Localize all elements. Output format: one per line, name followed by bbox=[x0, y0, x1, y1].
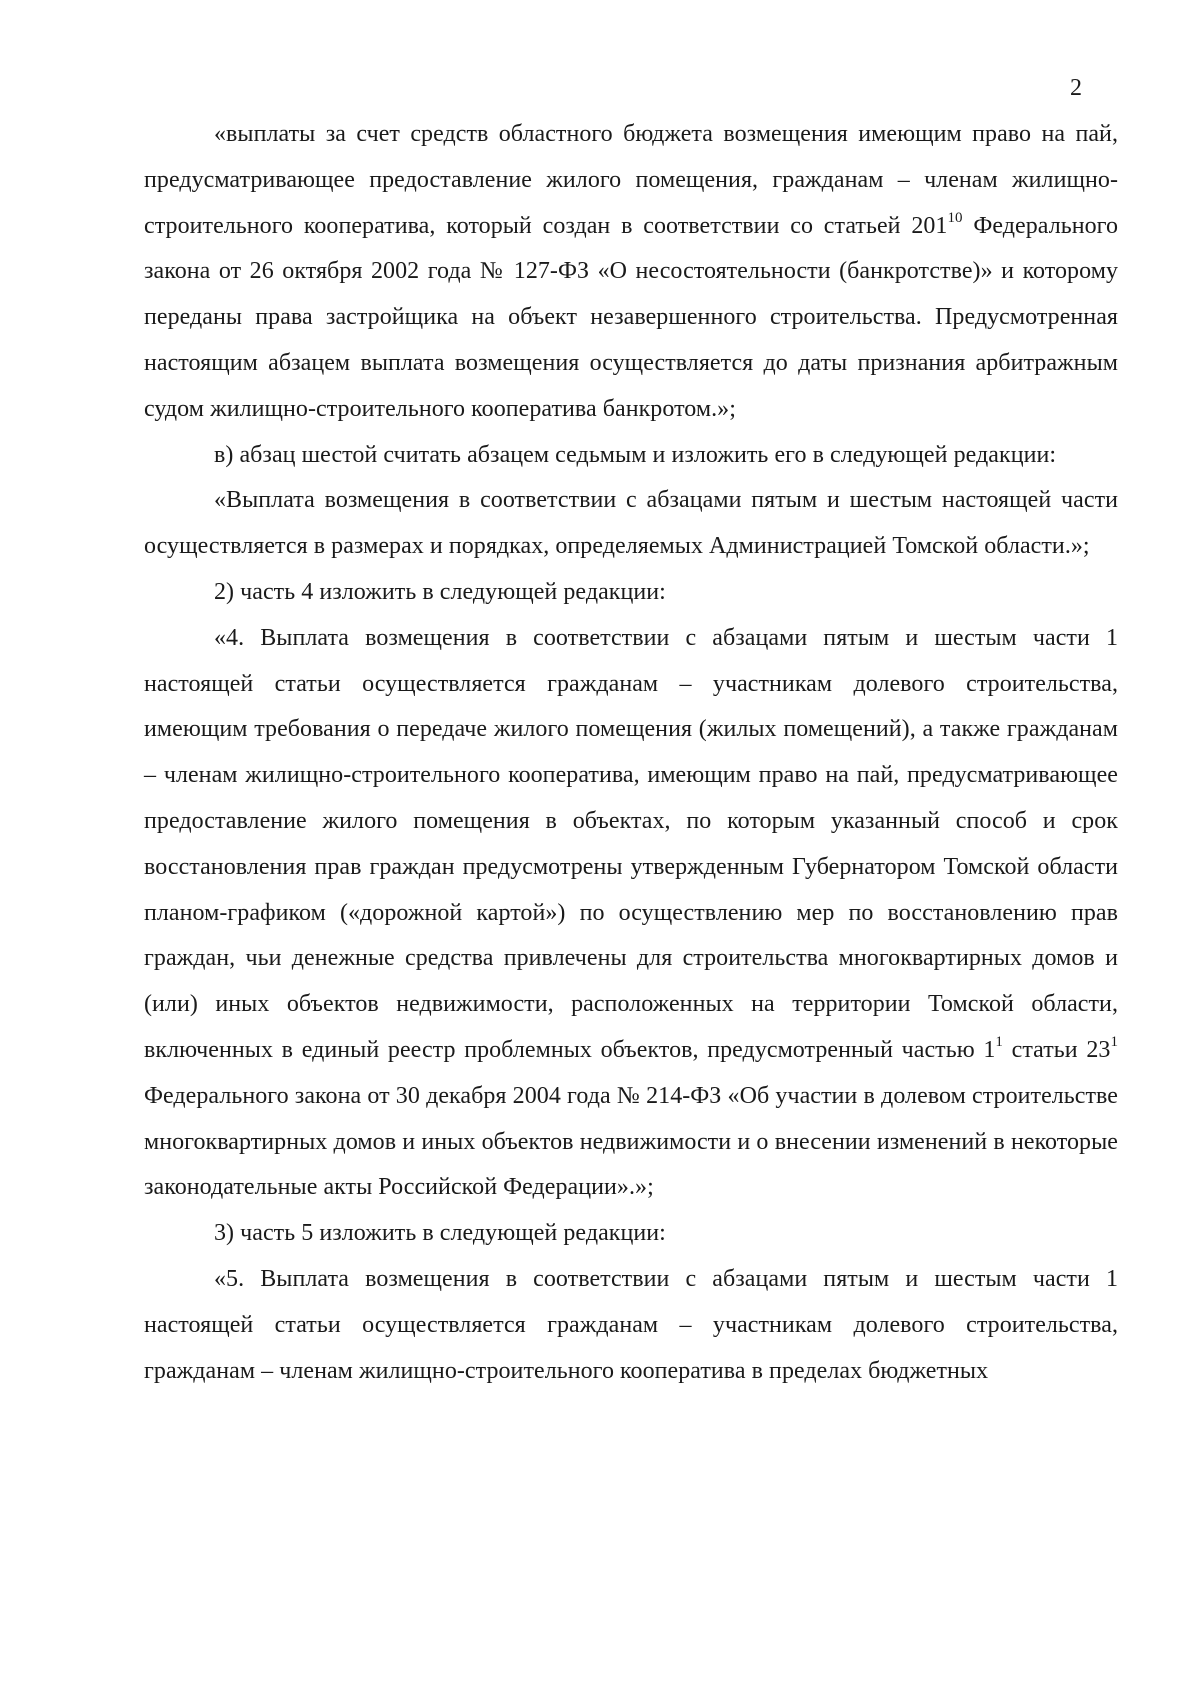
superscript: 1 bbox=[995, 1033, 1003, 1050]
paragraph-5-text-c: Федерального закона от 30 декабря 2004 года № 214-ФЗ «Об участии в долевом строительстве многоквартирных домов и иных объектов недвижимости и о внесении изменений в некоторые законодательные акты Российской Федерации».»; bbox=[144, 1082, 1118, 1201]
paragraph-1-text-b: Федерального закона от 26 октября 2002 года № 127-ФЗ «О несостоятельности (банкротстве)» и которому переданы права застройщика на объект незавершенного строительства. Предусмотренная настоящим абзацем выплата возмещения осуществляется до даты признания арбитражным судом жилищно-строительного кооператива банкротом.»; bbox=[144, 212, 1119, 422]
paragraph-4: 2) часть 4 изложить в следующей редакции: bbox=[214, 578, 666, 605]
paragraph-1-text-a: «выплаты за счет средств областного бюджета возмещения имеющим право на пай, предусматривающее предоставление жилого помещения, гражданам – членам жилищно-строительного кооператива, который создан в соответствии со статьей 201 bbox=[144, 121, 1118, 239]
paragraph-5 bbox=[144, 616, 1118, 1211]
paragraph-3: «Выплата возмещения в соответствии с абзацами пятым и шестым настоящей части осуществляется в размерах и порядках, определяемых Администрацией Томской области.»; bbox=[144, 487, 1118, 560]
paragraph-1 bbox=[144, 112, 1118, 433]
document-body bbox=[144, 112, 1118, 1394]
page-number: 2 bbox=[1070, 75, 1082, 101]
paragraph-2: в) абзац шестой считать абзацем седьмым и изложить его в следующей редакции: bbox=[214, 441, 1057, 468]
superscript: 10 bbox=[947, 209, 963, 226]
superscript: 1 bbox=[1110, 1033, 1118, 1050]
paragraph-5-text-b: статьи 23 bbox=[1002, 1036, 1111, 1063]
paragraph-7: «5. Выплата возмещения в соответствии с абзацами пятым и шестым части 1 настоящей статьи осуществляется гражданам – участникам долевого строительства, гражданам – членам жилищно-строительного кооператива в пределах бюджетных bbox=[144, 1265, 1118, 1384]
paragraph-5-text-a: «4. Выплата возмещения в соответствии с абзацами пятым и шестым части 1 настоящей статьи осуществляется гражданам – участникам долевого строительства, имеющим требования о передаче жилого помещения (жилых помещений), а также гражданам – членам жилищно-строительного кооператива, имеющим право на пай, предусматривающее предоставление жилого помещения в объектах, по которым указанный способ и срок восстановления прав граждан предусмотрены утвержденным Губернатором Томской области планом-графиком («дорожной картой») по осуществлению мер по восстановлению прав граждан, чьи денежные средства привлечены для строительства многоквартирных домов и (или) иных объектов недвижимости, расположенных на территории Томской области, включенных в единый реестр проблемных объектов, предусмотренный частью 1 bbox=[144, 624, 1118, 1063]
paragraph-6: 3) часть 5 изложить в следующей редакции: bbox=[214, 1220, 666, 1247]
